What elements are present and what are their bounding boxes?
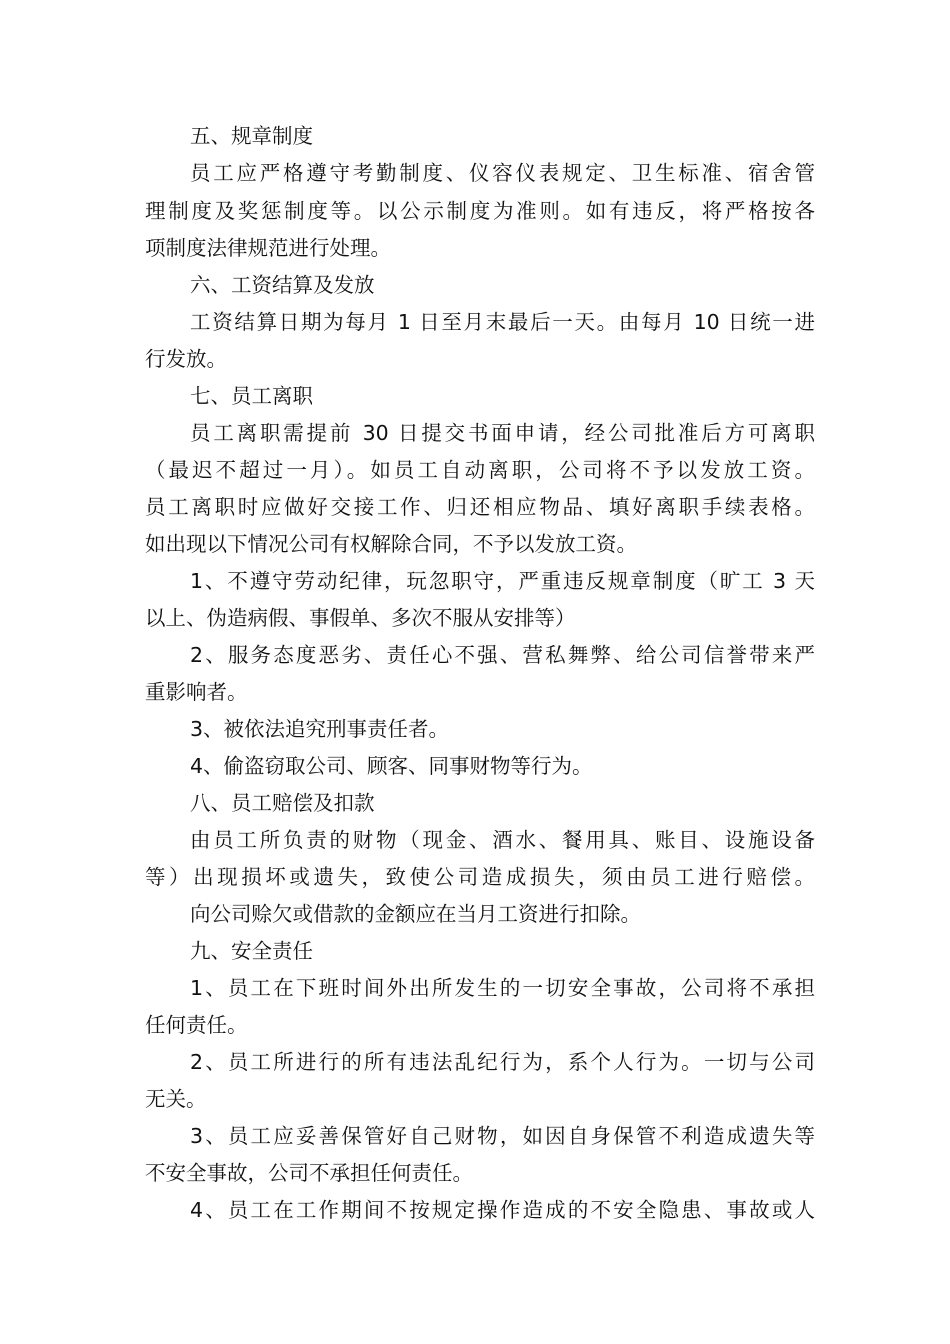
list-item-line: 3、员工应妥善保管好自己财物，如因自身保管不利造成遗失等 bbox=[190, 1124, 815, 1148]
section-heading: 七、员工离职 bbox=[190, 384, 313, 408]
list-item-line: 3、被依法追究刑事责任者。 bbox=[190, 717, 450, 741]
list-item-line: 任何责任。 bbox=[145, 1013, 248, 1037]
paragraph-line: 等）出现损坏或遗失，致使公司造成损失，须由员工进行赔偿。 bbox=[145, 865, 815, 889]
section-heading: 八、员工赔偿及扣款 bbox=[190, 791, 375, 815]
paragraph-line: 员工离职时应做好交接工作、归还相应物品、填好离职手续表格。 bbox=[145, 495, 815, 519]
section-heading: 六、工资结算及发放 bbox=[190, 273, 375, 297]
list-item-line: 2、服务态度恶劣、责任心不强、营私舞弊、给公司信誉带来严 bbox=[190, 643, 815, 667]
paragraph-line: 工资结算日期为每月 1 日至月末最后一天。由每月 10 日统一进 bbox=[190, 310, 815, 334]
paragraph-line: 员工应严格遵守考勤制度、仪容仪表规定、卫生标准、宿舍管 bbox=[190, 161, 815, 185]
list-item-line: 不安全事故，公司不承担任何责任。 bbox=[145, 1161, 473, 1185]
list-item-line: 1、不遵守劳动纪律，玩忽职守，严重违反规章制度（旷工 3 天 bbox=[190, 569, 815, 593]
list-item-line: 以上、伪造病假、事假单、多次不服从安排等） bbox=[145, 606, 576, 630]
list-item-line: 重影响者。 bbox=[145, 680, 248, 704]
paragraph-line: 员工离职需提前 30 日提交书面申请，经公司批准后方可离职 bbox=[190, 421, 815, 445]
paragraph-line: 由员工所负责的财物（现金、酒水、餐用具、账目、设施设备 bbox=[190, 828, 815, 852]
list-item-line: 4、偷盗窃取公司、顾客、同事财物等行为。 bbox=[190, 754, 593, 778]
section-heading: 五、规章制度 bbox=[190, 124, 313, 148]
paragraph-line: 如出现以下情况公司有权解除合同，不予以发放工资。 bbox=[145, 532, 637, 556]
list-item-line: 2、员工所进行的所有违法乱纪行为，系个人行为。一切与公司 bbox=[190, 1050, 815, 1074]
paragraph-line: 理制度及奖惩制度等。以公示制度为准则。如有违反，将严格按各 bbox=[145, 199, 815, 223]
list-item-line: 无关。 bbox=[145, 1087, 207, 1111]
paragraph-line: 向公司赊欠或借款的金额应在当月工资进行扣除。 bbox=[190, 902, 641, 926]
list-item-line: 1、员工在下班时间外出所发生的一切安全事故，公司将不承担 bbox=[190, 976, 815, 1000]
paragraph-line: 项制度法律规范进行处理。 bbox=[145, 236, 391, 260]
paragraph-line: 行发放。 bbox=[145, 347, 227, 371]
list-item-line: 4、员工在工作期间不按规定操作造成的不安全隐患、事故或人 bbox=[190, 1198, 815, 1222]
section-heading: 九、安全责任 bbox=[190, 939, 313, 963]
paragraph-line: （最迟不超过一月）。如员工自动离职，公司将不予以发放工资。 bbox=[145, 458, 815, 482]
